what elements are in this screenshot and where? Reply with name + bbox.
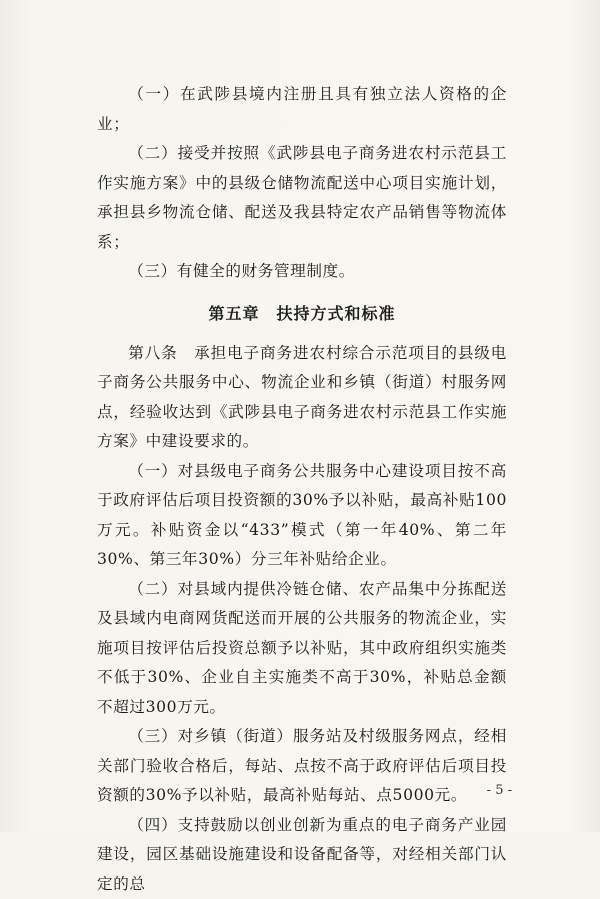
item-1: （一）在武陟县境内注册且具有独立法人资格的企业； [97, 80, 507, 139]
chapter-title: 第五章 扶持方式和标准 [97, 300, 507, 328]
subsidy-item-1: （一）对县级电子商务公共服务中心建设项目按不高于政府评估后项目投资额的30%予以补贴，最高补贴100万元。补贴资金以“433”模式（第一年40%、第二年30%、第三年30%）分三年补贴给企业。 [97, 457, 507, 575]
item-3: （三）有健全的财务管理制度。 [97, 257, 507, 287]
subsidy-item-2: （二）对县域内提供冷链仓储、农产品集中分拣配送及县域内电商网货配送而开展的公共服务的物流企业，实施项目按评估后投资总额予以补贴，其中政府组织实施类不低于30%、企业自主实施类不高于30%，补贴总金额不超过300万元。 [97, 575, 507, 723]
page-number: - 5 - [487, 783, 512, 798]
subsidy-item-4: （四）支持鼓励以创业创新为重点的电子商务产业园建设，园区基础设施建设和设备配备等，对经相关部门认定的总 [97, 811, 507, 899]
article-8: 第八条 承担电子商务进农村综合示范项目的县级电子商务公共服务中心、物流企业和乡镇（街道）村服务网点，经验收达到《武陟县电子商务进农村示范县工作实施方案》中建设要求的。 [97, 339, 507, 457]
item-2: （二）接受并按照《武陟县电子商务进农村示范县工作实施方案》中的县级仓储物流配送中心项目实施计划，承担县乡物流仓储、配送及我县特定农产品销售等物流体系； [97, 139, 507, 257]
document-body [97, 80, 507, 899]
subsidy-item-3: （三）对乡镇（街道）服务站及村级服务网点，经相关部门验收合格后，每站、点按不高于政府评估后项目投资额的30%予以补贴，最高补贴每站、点5000元。 [97, 722, 507, 811]
